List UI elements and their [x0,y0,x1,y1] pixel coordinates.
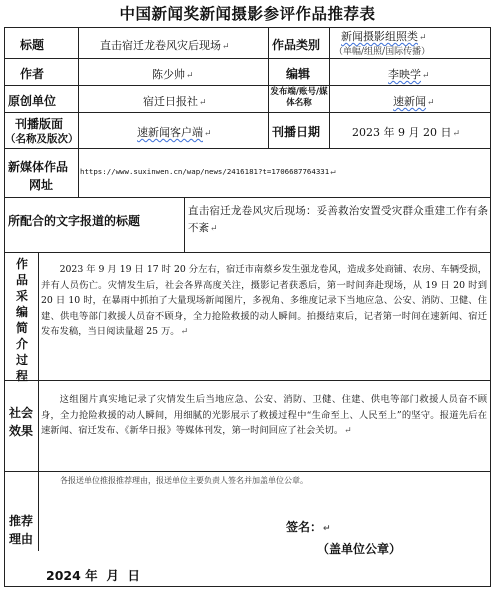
date-value: 2023 年 9 月 20 日↵ [352,126,461,139]
effect-text: 这组图片真实地记录了灾情发生后当地应急、公安、消防、卫健、住建、供电等部门救援人员奋不顾身，全力抢险救援的动人瞬间，用细腻的光影展示了救援过程中“生命至上、人民至上”的坚守。报道先后在速新闻、宿迁发布、《新华日报》等媒体刊发，第一时间回应了社会关切。↵ [41,394,487,436]
table-rule [78,148,79,197]
intro-label-char: 品 [15,273,28,287]
url-label: 新媒体作品 [8,160,69,174]
recommend-note: 各报送单位推报推荐理由，报送单位主要负责人签名并加盖单位公章。 [60,476,308,485]
table-rule [78,27,79,148]
table-rule [4,197,491,198]
editor-label: 编辑 [286,67,311,81]
report-label: 所配合的文字报道的标题 [8,214,141,228]
table-rule [184,197,185,252]
document-title: 中国新闻奖新闻摄影参评作品推荐表 [119,4,376,23]
intro-label-char: 程 [15,369,28,383]
unit-label: 原创单位 [8,94,57,108]
table-rule [4,252,491,253]
table-rule [38,252,39,471]
table-rule [268,27,269,148]
intro-label-char: 编 [15,305,28,319]
table-rule [38,471,39,551]
report-value: 直击宿迁龙卷风灾后现场：妥善救治安置受灾群众重建工作有条不紊↵ [188,205,488,234]
effect-label: 社会 [9,406,34,420]
recommend-label-sub: 理由 [9,532,34,546]
effect-label-sub: 效果 [9,424,34,438]
table-rule [4,471,491,472]
category-label: 作品类别 [272,38,321,52]
intro-text: 2023 年 9 月 19 日 17 时 20 分左右，宿迁市南蔡乡发生强龙卷风，造成多处商铺、农房、车辆受损，并有人员伤亡。灾情发生后，社会各界高度关注，摄影记者获悉后，第一时间奔赴现场，从 19 日 20 时到 20 日 10 时，在暴雨中抓拍了大量现场新闻图片，多视角、多维度记录下当地应急、公安、消防、卫健、住建、供电等部门救援人员奋不顾身，全力抢险救援的动人瞬间。拍摄结束后，记者第一时间在速新闻、宿迁发布发稿，当日阅读量超 25 万。↵ [41,264,487,337]
publisher-label: 发布端/账号/媒体名称 [270,87,328,108]
url-value: https://www.suxinwen.cn/wap/news/2416181?t=1706687764331↵ [80,167,336,177]
editor-value: 李映学↵ [388,68,430,81]
publisher-value: 速新闻↵ [393,95,435,108]
intro-label [8,256,36,384]
intro-label-char: 简 [15,321,28,335]
url-label-sub: 网址 [29,178,54,192]
signature-label: 签名：↵ [286,520,331,534]
intro-label-char: 过 [15,353,28,367]
intro-label-char: 作 [15,257,28,271]
title-value: 直击宿迁龙卷风灾后现场↵ [100,39,230,52]
author-value: 陈少帅↵ [152,68,194,81]
page-label: 刊播版面 [15,117,64,131]
category-value: 新闻摄影组照类↵ [341,30,427,43]
intro-label-char: 介 [15,337,28,351]
page-value: 速新闻客户端↵ [137,126,212,139]
recommend-label: 推荐 [9,514,34,528]
page-label-sub: （名称及版次） [5,133,79,145]
date-label: 刊播日期 [272,125,321,139]
title-label: 标题 [20,38,45,52]
table-rule [4,380,491,381]
stamp-label: （盖单位公章） [317,542,402,556]
recommend-date: 2024 年 月 日 [46,568,141,583]
unit-value: 宿迁日报社↵ [143,95,207,108]
author-label: 作者 [20,67,45,81]
table-rule [329,27,330,148]
intro-label-char: 采 [15,289,28,303]
category-note: （单幅/组照/国际传播） [334,47,431,57]
